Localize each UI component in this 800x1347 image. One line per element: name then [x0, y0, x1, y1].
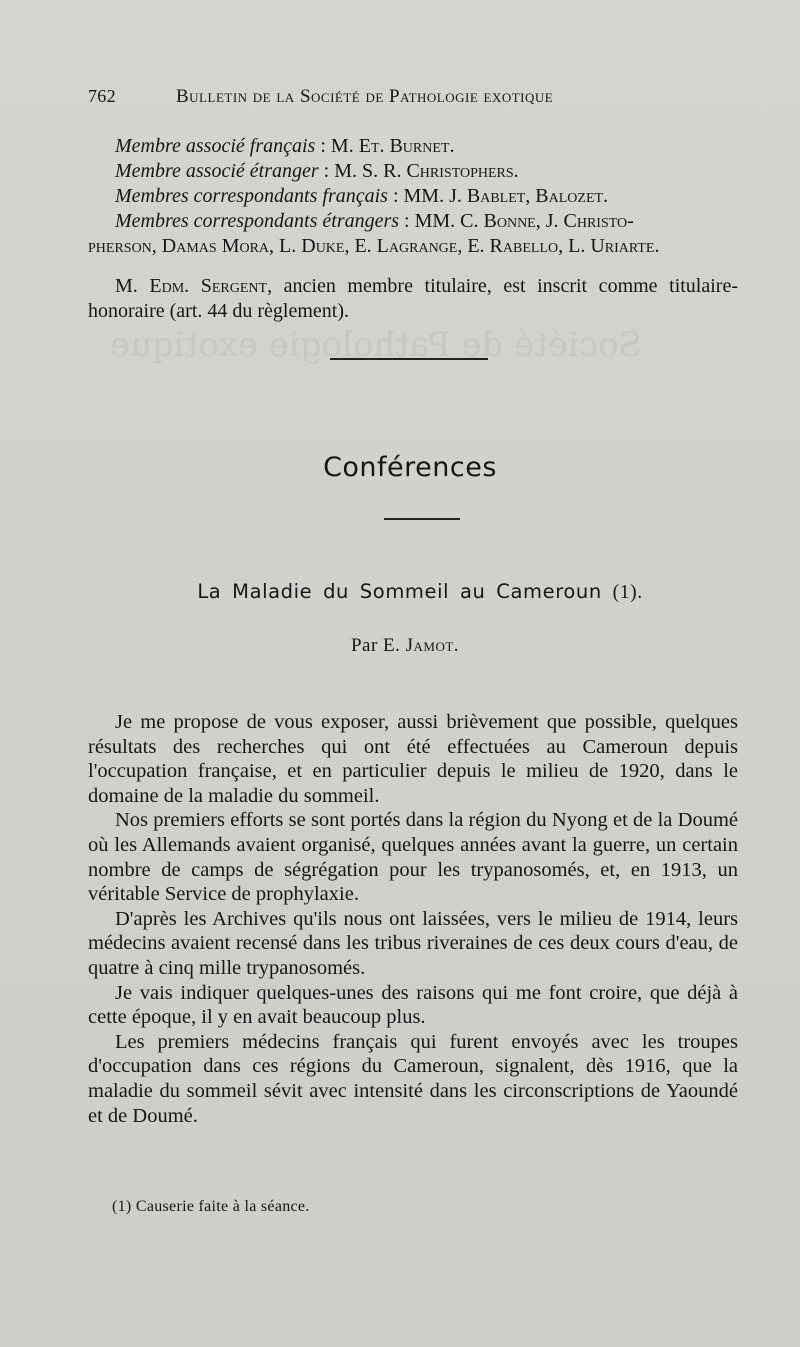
member-line-continued — [88, 234, 738, 259]
member-value: M. S. R. Christophers. — [334, 160, 519, 182]
member-label: Membre associé étranger — [115, 160, 319, 182]
footnote-reference: (1). — [612, 582, 643, 603]
author-name: Jamot. — [405, 635, 460, 656]
article-title — [0, 580, 800, 604]
article-body — [88, 710, 738, 1128]
member-value: M. Et. Burnet. — [330, 135, 455, 157]
body-paragraph: Les premiers médecins français qui furent envoyés avec les troupes d'occupation dans ces régions du Cameroun, signalent, dès 1916, que la maladie du sommeil sévit avec intensité dans les circonscriptions de Yaoundé et de Doumé. — [88, 1030, 738, 1127]
body-paragraph: Je me propose de vous exposer, aussi brièvement que possible, quelques résultats des recherches qui ont été effectuées au Cameroun depuis l'occupation française, et en particulier depuis le milieu de 1920, dans le domaine de la maladie du sommeil. — [88, 711, 738, 807]
member-line: Membres correspondants français : MM. J. Bablet, Balozet. — [115, 185, 609, 207]
member-line: Membre associé français : M. Et. Burnet. — [115, 135, 455, 157]
body-paragraph: Je vais indiquer quelques-unes des raisons qui me font croire, que déjà à cette époque, il y en avait beaucoup plus. — [88, 981, 738, 1029]
running-title: Bulletin de la Société de Pathologie exotique — [176, 86, 554, 107]
member-line: Membre associé étranger : M. S. R. Christophers. — [115, 160, 519, 182]
body-paragraph: D'après les Archives qu'ils nous ont laissées, vers le milieu de 1914, leurs médecins avaient recensé dans les tribus riveraines de ces deux cours d'eau, de quatre à cinq mille trypanosomés. — [88, 907, 738, 979]
author-prefix: Par E. — [350, 635, 401, 656]
bleed-through-decoration: Société de Pathologie exotique — [110, 325, 642, 365]
sergent-text: , ancien membre titulaire, est inscrit comme titulaire-honoraire (art. 44 du règlement). — [88, 275, 738, 322]
body-paragraph: Nos premiers efforts se sont portés dans la région du Nyong et de la Doumé où les Allemands avaient organisé, quelques années avant la guerre, un certain nombre de camps de ségrégation pour les trypanosomés, et, en 1913, un véritable Service de prophylaxie. — [88, 809, 738, 906]
section-title: Conférences — [323, 452, 497, 483]
member-line: Membres correspondants étrangers : MM. C. Bonne, J. Christo- — [115, 210, 634, 232]
page-number: 762 — [88, 86, 116, 106]
member-label: Membres correspondants étrangers — [115, 210, 400, 232]
member-label: Membres correspondants français — [115, 185, 388, 207]
member-value: MM. C. Bonne, J. Christo- — [414, 210, 634, 232]
section-divider — [330, 358, 488, 360]
footnote: (1) Causerie faite à la séance. — [112, 1198, 310, 1215]
sergent-paragraph: M. Edm. Sergent, ancien membre titulaire, est inscrit comme titulaire-honoraire (art. 44 du règlement). — [88, 275, 738, 322]
title-divider — [384, 518, 460, 520]
members-list — [88, 134, 738, 259]
member-value: MM. J. Bablet, Balozet. — [403, 185, 609, 207]
member-value: pherson, Damas Mora, L. Duke, E. Lagrange, E. Rabello, L. Uriarte. — [88, 235, 660, 257]
article-author — [0, 635, 800, 657]
member-label: Membre associé français — [115, 135, 316, 157]
sergent-name: Edm. Sergent — [149, 275, 268, 297]
page-header — [88, 86, 648, 116]
article-title-text: La Maladie du Sommeil au Cameroun — [197, 580, 602, 603]
